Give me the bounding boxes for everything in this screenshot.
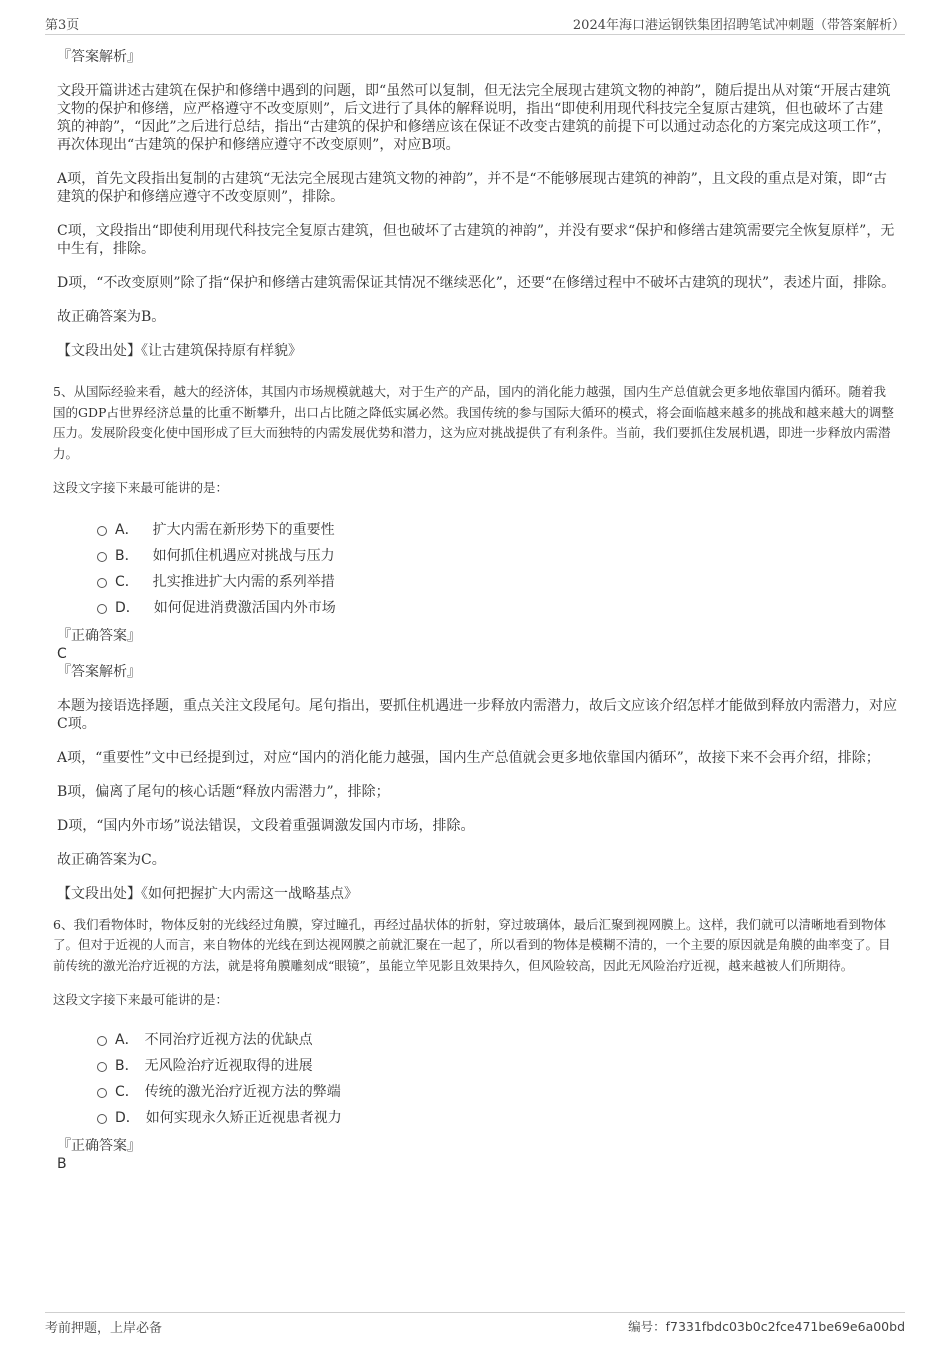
question-6	[53, 915, 897, 1173]
option-list	[57, 1027, 897, 1131]
radio-button-icon[interactable]	[97, 1088, 107, 1098]
question-stem: 5、从国际经验来看，越大的经济体，其国内市场规模就越大，对于生产的产品，国内的消化能力越强，国内生产总值就会更多地依靠国内循环。随着我国的GDP占世界经济总量的比重不断攀升，出口占比随之降低实属必然。我国传统的参与国际大循环的模式，将会面临越来越多的挑战和越来越大的调整压力。发展阶段变化使中国形成了巨大而独特的内需发展优势和潜力，这为应对挑战提供了有利条件。当前，我们要抓住发展机遇，即进一步释放内需潜力。	[53, 384, 894, 461]
source-citation: 【文段出处】《如何把握扩大内需这一战略基点》	[57, 885, 358, 902]
source-citation: 【文段出处】《让古建筑保持原有样貌》	[57, 343, 302, 359]
footer-slogan: 考前押题，上岸必备	[45, 1321, 163, 1336]
page-header	[45, 12, 905, 35]
option-list	[57, 517, 897, 621]
option-a[interactable]: A． 不同治疗近视方法的优缺点	[57, 1027, 897, 1053]
analysis-paragraph: B项，偏离了尾句的核心话题“释放内需潜力”，排除；	[57, 783, 390, 800]
radio-button-icon[interactable]	[97, 1062, 107, 1072]
correct-answer-label: 『正确答案』	[57, 1137, 141, 1154]
option-b[interactable]: B． 如何抓住机遇应对挑战与压力	[57, 543, 897, 569]
conclusion-paragraph: 故正确答案为C。	[57, 851, 166, 868]
correct-answer-label: 『正确答案』	[57, 627, 141, 644]
question-stem: 6、我们看物体时，物体反射的光线经过角膜，穿过瞳孔，再经过晶状体的折射，穿过玻璃体，最后汇聚到视网膜上。这样，我们就可以清晰地看到物体了。但对于近视的人而言，来自物体的光线在到达视网膜之前就汇聚在一起了，所以看到的物体是模糊不清的，一个主要的原因就是角膜的曲率变了。目前传统的激光治疗近视的方法，就是将角膜雕刻成“眼镜”，虽能立竿见影且效果持久，但风险较高，因此无风险治疗近视，越来越被人们所期待。	[53, 916, 891, 973]
q4-analysis-section	[57, 48, 897, 360]
option-c[interactable]: C． 传统的激光治疗近视方法的弊端	[57, 1079, 897, 1105]
analysis-paragraph: D项，“国内外市场”说法错误，文段着重强调激发国内市场，排除。	[57, 817, 475, 834]
radio-button-icon[interactable]	[97, 526, 107, 536]
question-prompt: 这段文字接下来最可能讲的是：	[53, 992, 229, 1007]
analysis-label: 『答案解析』	[57, 49, 141, 65]
analysis-paragraph: 本题为接语选择题，重点关注文段尾句。尾句指出，要抓住机遇进一步释放内需潜力，故后文应该介绍怎样才能做到释放内需潜力，对应C项。	[57, 697, 897, 732]
option-d[interactable]: D． 如何实现永久矫正近视患者视力	[57, 1105, 897, 1131]
radio-button-icon[interactable]	[97, 1114, 107, 1124]
analysis-paragraph: D项，“不改变原则”除了指“保护和修缮古建筑需保证其情况不继续恶化”，还要“在修缮过程中不破坏古建筑的现状”，表述片面，排除。	[57, 275, 896, 291]
document-code: 编号：f7331fbdc03b0c2fce471be69e6a00bd	[628, 1319, 905, 1334]
analysis-paragraph: A项，首先文段指出复制的古建筑“无法完全展现古建筑文物的神韵”，并不是“不能够展现古建筑的神韵”，且文段的重点是对策，即“古建筑的保护和修缮应遵守不改变原则”，排除。	[57, 171, 887, 205]
option-d[interactable]: D． 如何促进消费激活国内外市场	[57, 595, 897, 621]
option-c[interactable]: C． 扎实推进扩大内需的系列举措	[57, 569, 897, 595]
analysis-label: 『答案解析』	[57, 663, 141, 680]
radio-button-icon[interactable]	[97, 604, 107, 614]
radio-button-icon[interactable]	[97, 1036, 107, 1046]
analysis-paragraph: A项，“重要性”文中已经提到过，对应“国内的消化能力越强，国内生产总值就会更多地依靠国内循环”，故接下来不会再介绍，排除；	[57, 749, 880, 766]
page-footer	[45, 1312, 905, 1335]
question-prompt: 这段文字接下来最可能讲的是：	[53, 480, 229, 495]
option-a[interactable]: A． 扩大内需在新形势下的重要性	[57, 517, 897, 543]
page-content	[53, 46, 897, 1173]
analysis-paragraph: 文段开篇讲述古建筑在保护和修缮中遇到的问题，即“虽然可以复制，但无法完全展现古建筑文物的神韵”，随后提出从对策“开展古建筑文物的保护和修缮，应严格遵守不改变原则”，后文进行了具体的解释说明，指出“即使利用现代科技完全复原古建筑，但也破坏了古建筑的神韵”，“因此”之后进行总结，指出“古建筑的保护和修缮应该在保证不改变古建筑的前提下可以通过动态化的方案完成这项工作”，再次体现出“古建筑的保护和修缮应遵守不改变原则”，对应B项。	[57, 83, 891, 153]
correct-answer: C	[57, 645, 67, 662]
page-number: 第3页	[45, 18, 80, 33]
radio-button-icon[interactable]	[97, 552, 107, 562]
question-5	[53, 382, 897, 903]
correct-answer: B	[57, 1155, 67, 1172]
radio-button-icon[interactable]	[97, 578, 107, 588]
option-b[interactable]: B． 无风险治疗近视取得的进展	[57, 1053, 897, 1079]
analysis-paragraph: C项，文段指出“即使利用现代科技完全复原古建筑，但也破坏了古建筑的神韵”，并没有要求“保护和修缮古建筑需要完全恢复原样”，无中生有，排除。	[57, 223, 895, 257]
conclusion-paragraph: 故正确答案为B。	[57, 309, 166, 325]
document-title: 2024年海口港运钢铁集团招聘笔试冲刺题（带答案解析）	[572, 18, 905, 33]
